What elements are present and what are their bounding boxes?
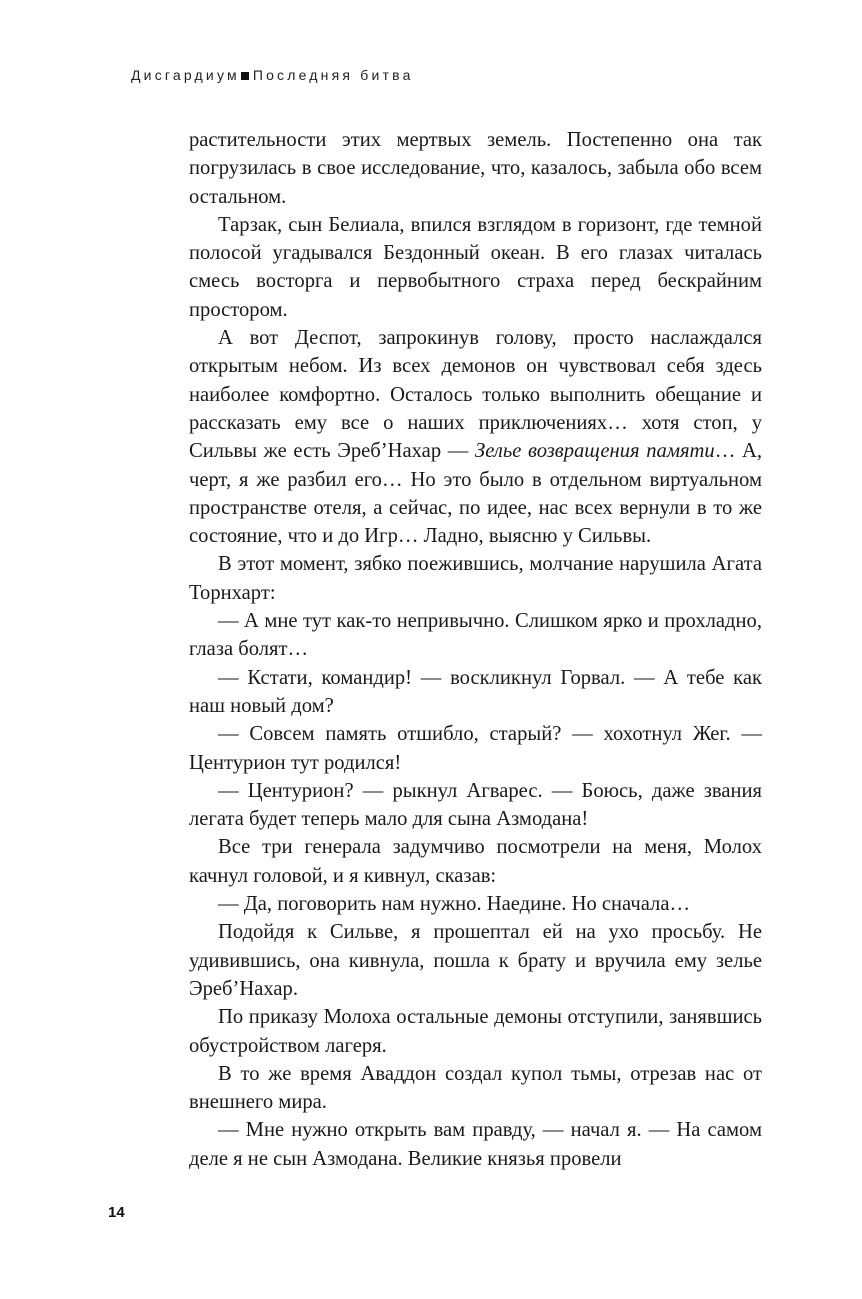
dialogue-line: — Центурион? — рыкнул Агварес. — Боюсь, даже звания легата будет теперь мало для сына Азмодана! (189, 779, 762, 831)
header-separator-square (241, 72, 249, 80)
chapter-title: Последняя битва (252, 67, 414, 83)
paragraph-text: … А, черт, я же разбил его… Но это было в отдельном виртуальном пространстве отеля, а сейчас, по идее, нас всех вернули в то же состояние, что и до Игр… Ладно, выясню у Сильвы. (189, 440, 763, 548)
dialogue-line: — Мне нужно открыть вам правду, — начал я. — На самом деле я не сын Азмодана. Великие князья провели (189, 1119, 762, 1170)
dialogue-line: — А мне тут как-то непривычно. Слишком ярко и прохладно, глаза болят… (189, 610, 762, 661)
page-number: 14 (108, 1204, 125, 1221)
dialogue-line: — Да, поговорить нам нужно. Наедине. Но сначала… (218, 893, 691, 916)
paragraph: Все три генерала задумчиво посмотрели на меня, Молох качнул головой, и я кивнул, сказав: (189, 836, 762, 887)
paragraph: В этот момент, зябко поежившись, молчание нарушила Агата Торнхарт: (189, 553, 762, 604)
italic-item-name: Зелье возвращения памяти (475, 440, 715, 463)
dialogue-line: — Кстати, командир! — воскликнул Горвал. — А тебе как наш новый дом? (189, 666, 762, 717)
paragraph: Тарзак, сын Белиала, впился взглядом в горизонт, где темной полосой угадывался Бездонный океан. В его глазах читалась смесь восторга и первобытного страха перед бескрайним простором. (189, 213, 762, 321)
running-header (131, 67, 414, 83)
paragraph-continuation: растительности этих мертвых земель. Постепенно она так погрузилась в свое исследование, что, казалось, забыла обо всем остальном. (189, 129, 762, 208)
book-title: Дисгардиум (131, 67, 240, 83)
dialogue-line: — Совсем память отшибло, старый? — хохотнул Жег. — Центурион тут родился! (189, 723, 762, 774)
paragraph-text: А вот Деспот, запрокинув голову, просто наслаждался открытым небом. Из всех демонов он чувствовал себя здесь наиболее комфортно. Осталось только выполнить обещание и рассказать ему все о наших приключениях… хотя стоп, у Сильвы же есть Эреб’Нахар — (189, 327, 762, 463)
paragraph-with-italic (189, 324, 762, 550)
paragraph: По приказу Молоха остальные демоны отступили, занявшись обустройством лагеря. (189, 1006, 762, 1057)
paragraph: В то же время Аваддон создал купол тьмы, отрезав нас от внешнего мира. (189, 1062, 762, 1114)
body-text (189, 126, 762, 1173)
paragraph: Подойдя к Сильве, я прошептал ей на ухо просьбу. Не удивившись, она кивнула, пошла к брату и вручила ему зелье Эреб’Нахар. (189, 921, 762, 1000)
